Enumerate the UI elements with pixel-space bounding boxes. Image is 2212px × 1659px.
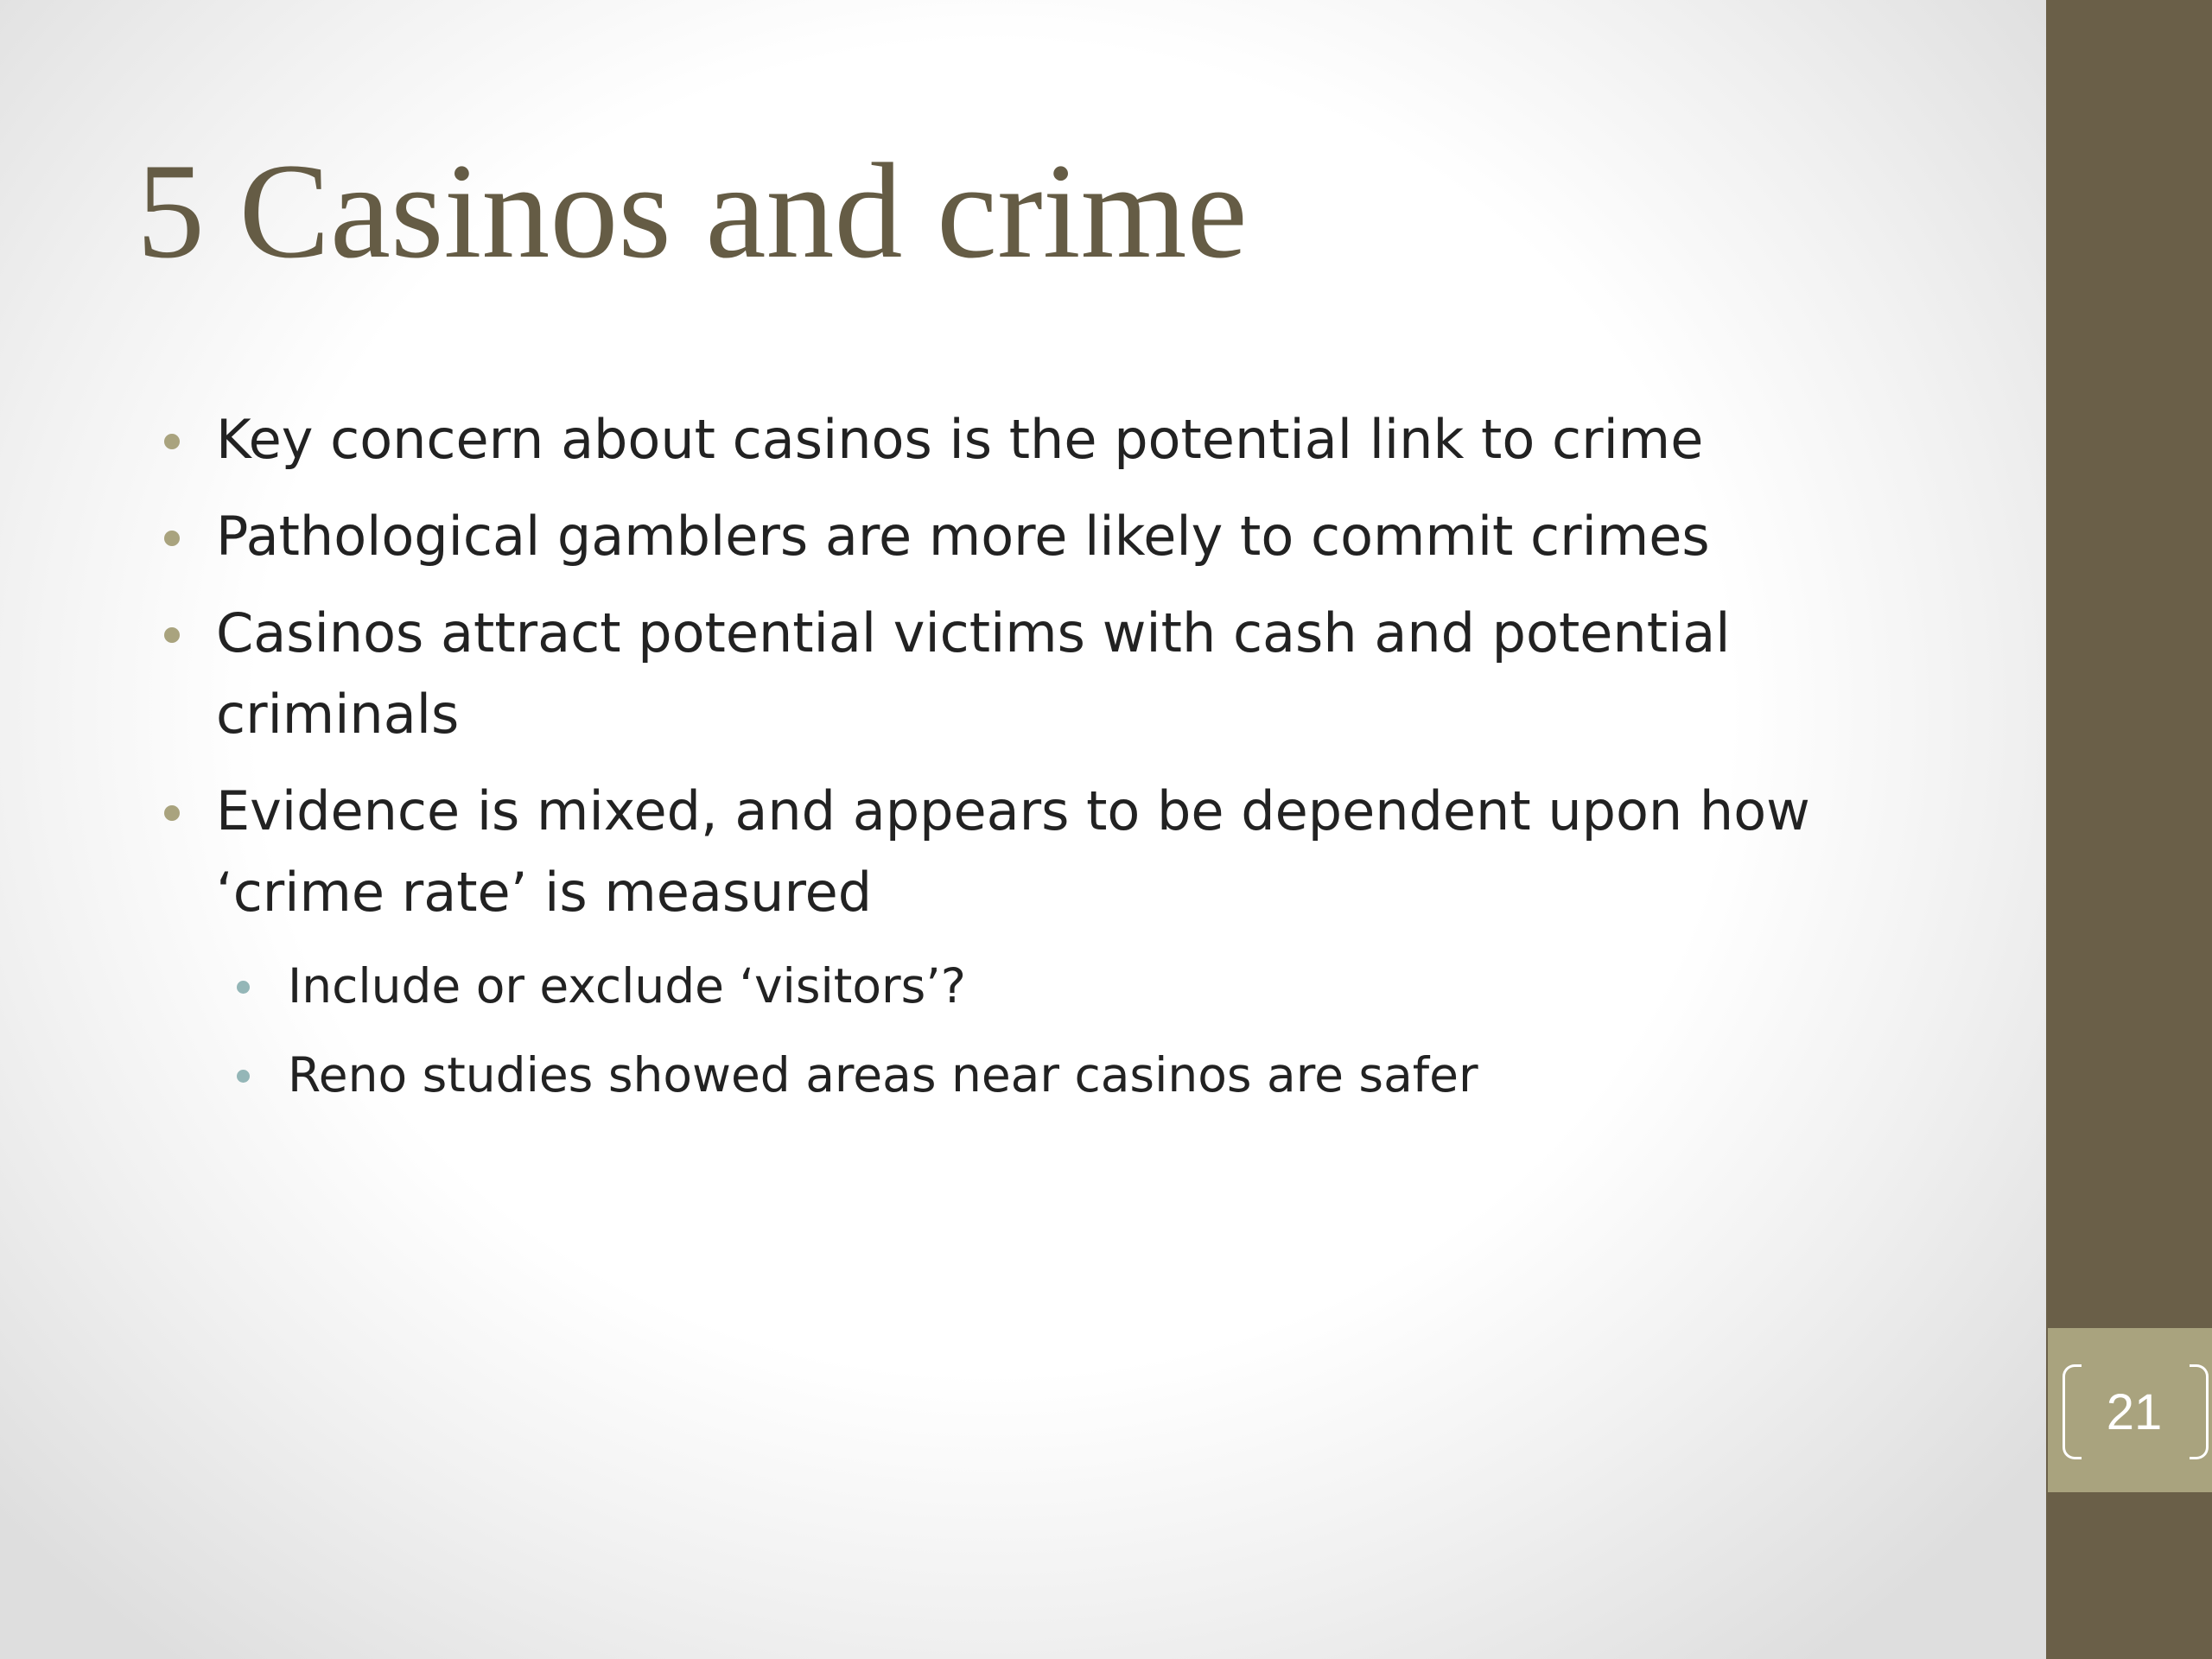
sub-bullet-item: Reno studies showed areas near casinos are safer xyxy=(288,1047,1478,1103)
slide-title: 5 Casinos and crime xyxy=(137,136,1248,287)
bullet-marker xyxy=(164,805,180,821)
sub-bullet-marker xyxy=(237,981,250,994)
page-number-box xyxy=(2048,1328,2212,1492)
bullet-item: Evidence is mixed, and appears to be dependent upon how ‘crime rate’ is measured xyxy=(216,779,1810,924)
sub-bullet-item: Include or exclude ‘visitors’? xyxy=(288,958,966,1014)
bullet-marker xyxy=(164,531,180,546)
bullet-item: Casinos attract potential victims with cash and potential criminals xyxy=(216,601,1731,746)
bullet-marker xyxy=(164,434,180,449)
bullet-marker xyxy=(164,627,180,643)
bullet-item: Key concern about casinos is the potential link to crime xyxy=(216,408,1704,471)
sub-bullet-marker xyxy=(237,1070,250,1083)
bullet-item: Pathological gamblers are more likely to commit crimes xyxy=(216,505,1710,568)
page-number: 21 xyxy=(2106,1384,2163,1440)
